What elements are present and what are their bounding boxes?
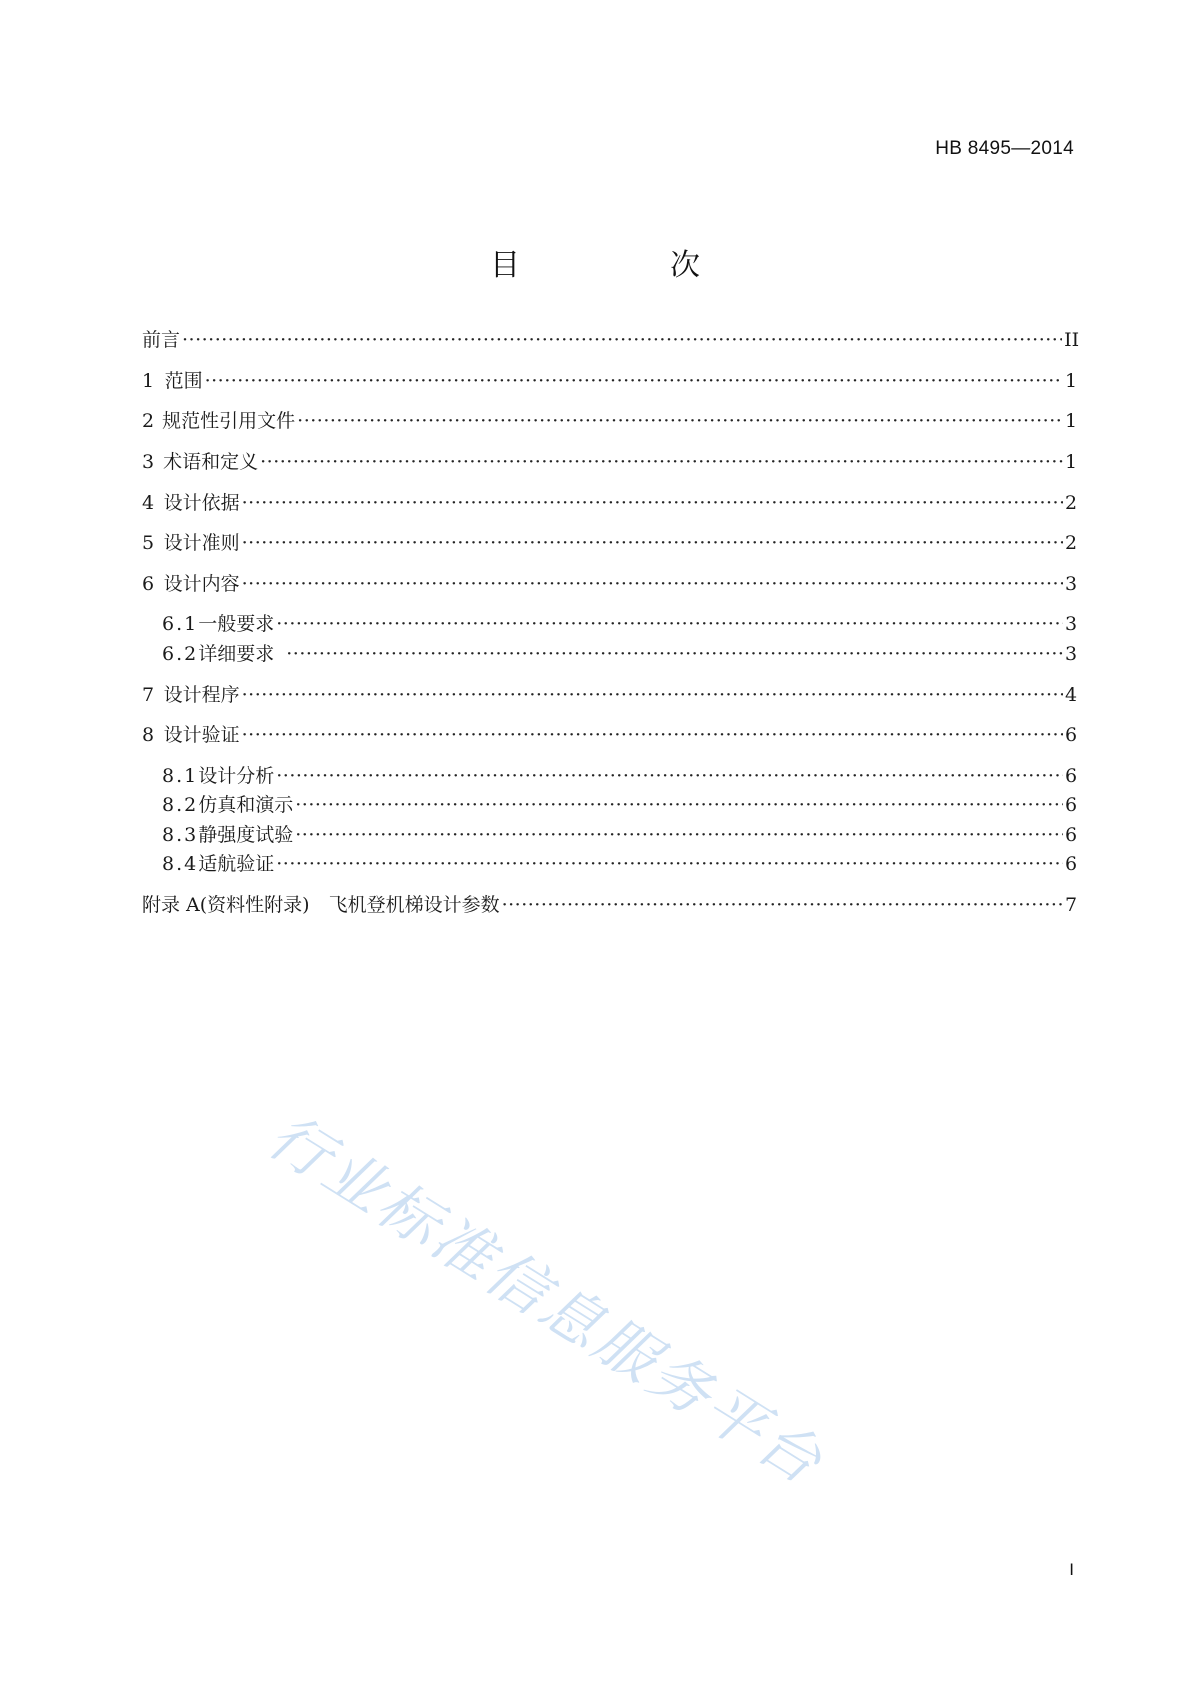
- toc-entry-label: 适航验证: [198, 853, 275, 875]
- toc-entry-number: 8.2: [162, 794, 199, 816]
- toc-entry-number: 8: [142, 724, 155, 746]
- toc-entry-number: 8.1: [162, 765, 199, 787]
- toc-entry-page: 6: [1065, 765, 1078, 787]
- toc-entry-appendix[interactable]: [142, 892, 1078, 918]
- toc-leader-dots: [276, 611, 1063, 637]
- toc-entry-label: 设计程序: [163, 684, 240, 706]
- toc-leader-dots: [242, 571, 1063, 597]
- page-title: 目 次: [490, 248, 760, 283]
- toc-entry-page: 6: [1065, 853, 1078, 875]
- toc-entry-number: 5: [142, 532, 155, 554]
- toc-entry-page: 3: [1065, 643, 1078, 665]
- toc-entry-page: 6: [1065, 824, 1078, 846]
- toc-entry-page: 6: [1065, 724, 1078, 746]
- toc-entry-page: 4: [1065, 684, 1078, 706]
- toc-leader-dots: [297, 408, 1063, 434]
- toc-entry[interactable]: [142, 490, 1078, 516]
- toc-leader-dots: [242, 722, 1063, 748]
- toc-entry-number: 6: [142, 573, 155, 595]
- toc-leader-dots: [276, 763, 1063, 789]
- toc-subentry[interactable]: [142, 851, 1078, 877]
- toc-entry-page: 7: [1065, 894, 1078, 916]
- toc-entry-page: 3: [1065, 573, 1078, 595]
- toc-entry[interactable]: [142, 530, 1078, 556]
- toc-entry-number: 1: [142, 370, 155, 392]
- toc-leader-dots: [242, 682, 1063, 708]
- toc-entry-label: 仿真和演示: [198, 794, 294, 816]
- toc-entry-page: II: [1064, 329, 1080, 351]
- toc-leader-dots: [242, 490, 1063, 516]
- toc-entry-number: 7: [142, 684, 155, 706]
- toc-leader-dots: [276, 851, 1063, 877]
- toc-entry-number: 6.2: [162, 643, 199, 665]
- toc-entry-number: 3: [142, 451, 155, 473]
- toc-entry-number: 6.1: [162, 613, 199, 635]
- toc-entry-page: 1: [1065, 451, 1078, 473]
- toc-entry-label: 一般要求: [198, 613, 275, 635]
- toc-entry-number: 8.4: [162, 853, 199, 875]
- toc-subentry[interactable]: [142, 822, 1078, 848]
- toc-subentry[interactable]: [142, 611, 1078, 637]
- toc-entry-number: 4: [142, 492, 155, 514]
- toc-entry-label: 术语和定义: [163, 451, 259, 473]
- toc-leader-dots: [295, 822, 1063, 848]
- toc-entry-page: 3: [1065, 613, 1078, 635]
- toc-entry-page: 2: [1065, 532, 1078, 554]
- toc-leader-dots: [242, 530, 1063, 556]
- toc-leader-dots: [205, 368, 1063, 394]
- toc-leader-dots: [295, 792, 1063, 818]
- toc-entry-label: 规范性引用文件: [162, 410, 296, 432]
- toc-entry[interactable]: [142, 449, 1078, 475]
- toc-subentry[interactable]: [142, 763, 1078, 789]
- toc-leader-dots: [502, 892, 1063, 918]
- toc-entry-number: 8.3: [162, 824, 199, 846]
- watermark: 行业标准信息服务平台: [256, 1101, 836, 1500]
- toc-entry-label: 设计验证: [163, 724, 240, 746]
- toc-entry-page: 6: [1065, 794, 1078, 816]
- toc-entry-label: 范围: [164, 370, 203, 392]
- toc-entry[interactable]: [142, 571, 1078, 597]
- toc-entry-label: 设计分析: [198, 765, 275, 787]
- toc-leader-dots: [260, 449, 1063, 475]
- toc-entry-label: 详细要求: [198, 643, 275, 665]
- toc-entry-page: 1: [1065, 410, 1078, 432]
- toc-leader-dots: [286, 641, 1063, 667]
- page-number: I: [1069, 1560, 1074, 1579]
- toc-entry-number: 2: [142, 410, 155, 432]
- toc-entry[interactable]: [142, 408, 1078, 434]
- toc-entry-label: 设计准则: [163, 532, 240, 554]
- toc-entry[interactable]: [142, 682, 1078, 708]
- toc-entry-page: 2: [1065, 492, 1078, 514]
- toc-leader-dots: [182, 327, 1062, 353]
- document-code: HB 8495—2014: [935, 138, 1074, 159]
- toc-entry-page: 1: [1065, 370, 1078, 392]
- toc-entry-label: 设计依据: [163, 492, 240, 514]
- toc-entry-label: 附录 A(资料性附录) 飞机登机梯设计参数: [142, 894, 500, 916]
- toc-entry-label: 静强度试验: [198, 824, 294, 846]
- toc-entry-preface[interactable]: [142, 327, 1080, 353]
- toc-entry-label: 前言: [142, 329, 181, 351]
- toc-entry-label: 设计内容: [163, 573, 240, 595]
- toc-entry[interactable]: [142, 368, 1078, 394]
- toc-subentry[interactable]: [142, 792, 1078, 818]
- toc-subentry[interactable]: [142, 641, 1078, 667]
- toc-entry[interactable]: [142, 722, 1078, 748]
